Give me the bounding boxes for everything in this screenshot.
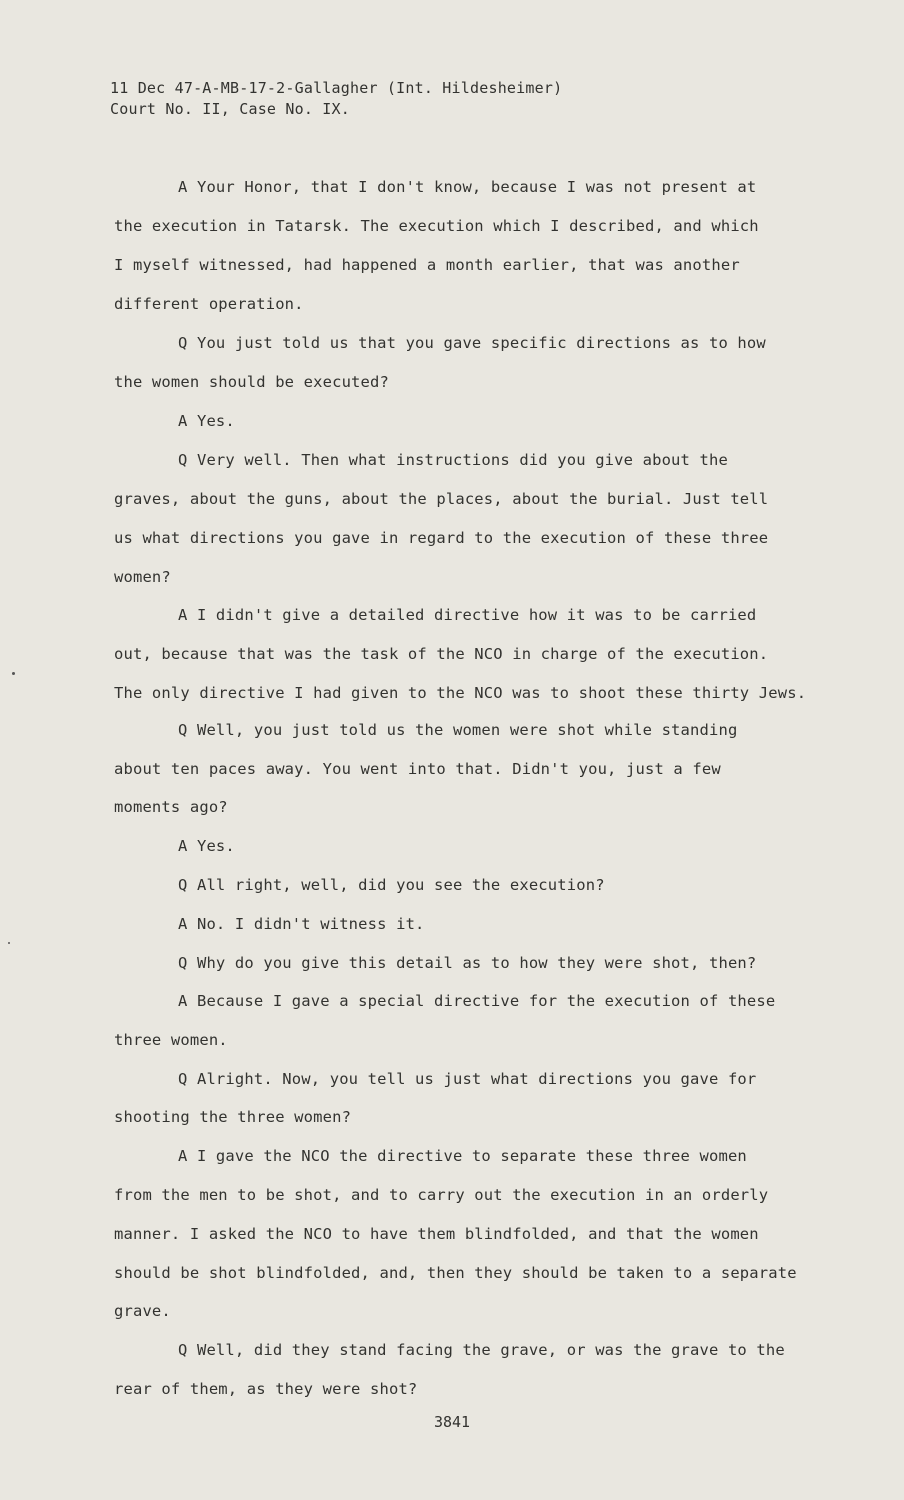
transcript-line: A Yes. <box>178 837 235 855</box>
transcript-line: Q Why do you give this detail as to how they were shot, then? <box>178 954 757 972</box>
page-number: 3841 <box>433 1413 471 1431</box>
transcript-line: out, because that was the task of the NCO in charge of the execution. <box>114 645 769 663</box>
header-line-2: Court No. II, Case No. IX. <box>110 100 350 118</box>
transcript-line: from the men to be shot, and to carry out the execution in an orderly <box>114 1186 769 1204</box>
transcript-line: The only directive I had given to the NCO was to shoot these thirty Jews. <box>114 684 807 702</box>
transcript-line: the execution in Tatarsk. The execution which I described, and which <box>114 217 759 235</box>
transcript-line: grave. <box>114 1302 171 1320</box>
transcript-line: moments ago? <box>114 798 228 816</box>
transcript-line: I myself witnessed, had happened a month earlier, that was another <box>114 256 740 274</box>
transcript-line: different operation. <box>114 295 304 313</box>
transcript-line: Q Very well. Then what instructions did you give about the <box>178 451 728 469</box>
transcript-line: three women. <box>114 1031 228 1049</box>
document-header <box>110 78 562 120</box>
transcript-line: A Yes. <box>178 412 235 430</box>
transcript-line: the women should be executed? <box>114 373 389 391</box>
paper-speck <box>12 672 15 675</box>
transcript-line: us what directions you gave in regard to the execution of these three <box>114 529 769 547</box>
transcript-line: Q You just told us that you gave specific directions as to how <box>178 334 766 352</box>
transcript-line: A I didn't give a detailed directive how it was to be carried <box>178 606 757 624</box>
transcript-line: women? <box>114 568 171 586</box>
transcript-line: A I gave the NCO the directive to separate these three women <box>178 1147 747 1165</box>
transcript-line: graves, about the guns, about the places, about the burial. Just tell <box>114 490 769 508</box>
transcript-line: A Your Honor, that I don't know, because I was not present at <box>178 178 757 196</box>
transcript-line: A Because I gave a special directive for the execution of these <box>178 992 776 1010</box>
transcript-line: rear of them, as they were shot? <box>114 1380 418 1398</box>
paper-speck <box>8 942 10 944</box>
transcript-line: about ten paces away. You went into that. Didn't you, just a few <box>114 760 721 778</box>
header-line-1: 11 Dec 47-A-MB-17-2-Gallagher (Int. Hildesheimer) <box>110 79 563 97</box>
transcript-line: should be shot blindfolded, and, then they should be taken to a separate <box>114 1264 797 1282</box>
transcript-line: Q Well, did they stand facing the grave, or was the grave to the <box>178 1341 785 1359</box>
transcript-line: shooting the three women? <box>114 1108 352 1126</box>
transcript-line: manner. I asked the NCO to have them blindfolded, and that the women <box>114 1225 759 1243</box>
transcript-line: A No. I didn't witness it. <box>178 915 425 933</box>
transcript-line: Q Well, you just told us the women were shot while standing <box>178 721 738 739</box>
transcript-line: Q All right, well, did you see the execution? <box>178 876 605 894</box>
transcript-line: Q Alright. Now, you tell us just what directions you gave for <box>178 1070 757 1088</box>
